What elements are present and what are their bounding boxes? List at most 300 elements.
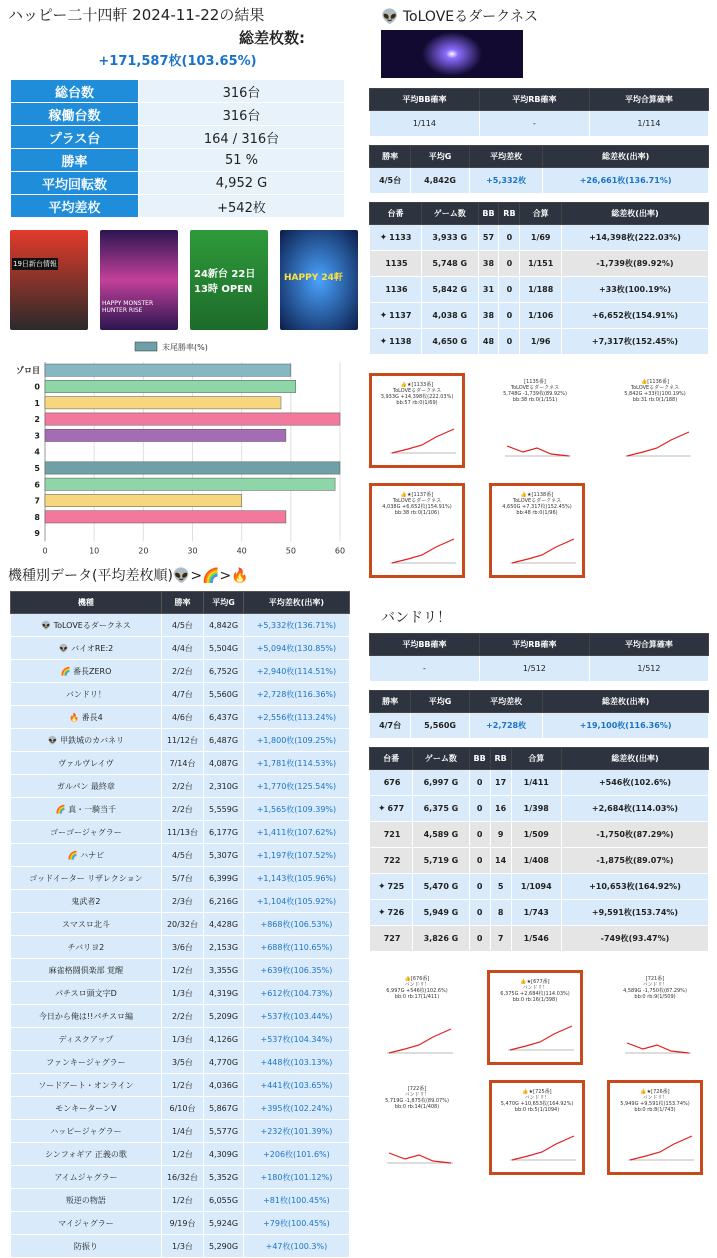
table-row <box>11 1212 350 1235</box>
graph-caption-line: 👍[1136番] <box>641 379 669 385</box>
cell-bb: 31 <box>478 277 499 303</box>
graph-series <box>389 1153 451 1163</box>
cell-diff: +9,591枚(153.74%) <box>561 900 708 926</box>
graph-card[interactable] <box>487 970 583 1065</box>
graph-card[interactable] <box>369 373 465 468</box>
cell-rb: 0 <box>499 303 520 329</box>
machine-number <box>370 822 413 848</box>
avg-games: 5,867G <box>204 1097 244 1120</box>
detail-header: ゲーム数 <box>422 203 479 225</box>
graph-caption-line: 👍★[725番] <box>522 1089 552 1095</box>
win-rate: 3/6台 <box>161 936 203 959</box>
graph-caption-line: バンドリ！ <box>642 1095 668 1101</box>
table-row <box>11 1051 350 1074</box>
machine-number <box>370 303 422 329</box>
x-tick-label: 30 <box>187 546 198 556</box>
avg-games: 6,216G <box>204 890 244 913</box>
win-rate: 4/6台 <box>161 706 203 729</box>
cell-g: 4,650 G <box>422 329 479 355</box>
avg-diff: +868枚(106.53%) <box>243 913 349 936</box>
table-row <box>11 867 350 890</box>
machine-number <box>370 926 413 952</box>
banner-happy-24[interactable]: HAPPY 24軒 <box>280 230 358 330</box>
avg-games: 6,399G <box>204 867 244 890</box>
avg-diff: +688枚(110.65%) <box>243 936 349 959</box>
detail-header: 合算 <box>520 203 562 225</box>
cell-g: 3,933 G <box>422 225 479 251</box>
bandori-summary-table <box>369 690 709 739</box>
x-tick-label: 10 <box>89 546 100 556</box>
y-tick-label: ゾロ目 <box>16 366 40 376</box>
graph-card[interactable] <box>607 970 703 1065</box>
graph-line <box>613 426 693 462</box>
table-row <box>11 706 350 729</box>
avg-games: 5,577G <box>204 1120 244 1143</box>
table-row <box>370 770 709 796</box>
table-row <box>370 900 709 926</box>
bar <box>45 380 296 392</box>
graph-caption-line: bb:31 rb:0(1/188) <box>632 397 678 403</box>
machine-name: スマスロ北斗 <box>11 913 162 936</box>
machine-number-label: 726 <box>387 907 405 917</box>
bar <box>45 494 242 506</box>
cell-bb: 48 <box>478 329 499 355</box>
banner-open-24[interactable]: 24新台 22日13時 OPEN <box>190 230 268 330</box>
avg-diff: +5,332枚(136.71%) <box>243 614 349 637</box>
machine-name: シンフォギア 正義の歌 <box>11 1143 162 1166</box>
graph-series <box>627 432 689 456</box>
avg-games: 6,437G <box>204 706 244 729</box>
machine-number-label: 721 <box>383 829 401 839</box>
graph-caption <box>492 486 582 516</box>
machine-list-title: 機種別データ(平均差枚順)👽>🌈>🔥 <box>8 568 249 584</box>
graph-card[interactable] <box>607 1080 703 1175</box>
summary-header: 総差枚(出率) <box>543 146 709 168</box>
table-row <box>11 1074 350 1097</box>
summary-value: +26,661枚(136.71%) <box>543 168 709 194</box>
avg-diff: +1,143枚(105.96%) <box>243 867 349 890</box>
cell-bb: 0 <box>469 770 490 796</box>
cell-sum: 1/408 <box>511 848 561 874</box>
graph-caption-line: [1135番] <box>524 379 546 385</box>
bar <box>45 413 340 425</box>
total-diff-label: 総差枚数: <box>239 29 305 47</box>
cell-rb: 8 <box>490 900 511 926</box>
cell-bb: 0 <box>469 874 490 900</box>
graph-caption-line: 5,842G +33枚(100.19%) <box>624 391 686 397</box>
table-row <box>11 1120 350 1143</box>
graph-caption-line: 👍★[677番] <box>520 979 550 985</box>
cell-rb: 16 <box>490 796 511 822</box>
detail-header: 総差枚(出率) <box>561 203 708 225</box>
bar <box>45 478 335 490</box>
cell-g: 4,038 G <box>422 303 479 329</box>
prob-value: 1/512 <box>479 656 589 682</box>
summary-value: 5,560G <box>411 713 470 739</box>
win-rate: 2/2台 <box>161 775 203 798</box>
graph-card[interactable] <box>607 373 703 468</box>
bar <box>45 511 286 523</box>
graph-caption-line: bb:0 rb:9(1/509) <box>634 994 676 1000</box>
machine-number-label: 722 <box>383 855 401 865</box>
graph-caption-line: 👍★[1133番] <box>400 382 434 388</box>
tolove-thumbnail <box>381 30 523 78</box>
detail-header: 合算 <box>511 748 561 770</box>
graph-card[interactable] <box>369 970 465 1065</box>
table-row <box>11 959 350 982</box>
machine-number-label: 1133 <box>389 232 412 242</box>
cell-rb: 0 <box>499 225 520 251</box>
sparkle-icon: ✦ <box>379 336 388 347</box>
cell-diff: +2,684枚(114.03%) <box>561 796 708 822</box>
graph-caption <box>490 973 580 1003</box>
graph-caption-line: バンドリ！ <box>524 1095 550 1101</box>
cell-rb: 5 <box>490 874 511 900</box>
y-tick-label: 6 <box>34 480 40 490</box>
machine-number <box>370 277 422 303</box>
table-row <box>11 1166 350 1189</box>
summary-header: 勝率 <box>370 691 411 713</box>
avg-diff: +395枚(102.24%) <box>243 1097 349 1120</box>
summary-value: +5,332枚 <box>469 168 542 194</box>
bandori-graphs <box>367 964 717 1164</box>
graph-caption <box>369 1080 465 1110</box>
table-row <box>370 796 709 822</box>
table-row <box>11 752 350 775</box>
avg-games: 3,355G <box>204 959 244 982</box>
total-diff-value: +171,587枚(103.65%) <box>98 54 257 69</box>
table-row <box>370 277 709 303</box>
detail-header: BB <box>469 748 490 770</box>
x-tick-label: 50 <box>285 546 296 556</box>
machine-name: 鬼武者2 <box>11 890 162 913</box>
graph-card[interactable] <box>369 1080 465 1175</box>
table-row <box>370 848 709 874</box>
table-row <box>11 775 350 798</box>
table-row <box>11 821 350 844</box>
summary-value: +542枚 <box>139 195 345 218</box>
table-row <box>11 1028 350 1051</box>
tolove-summary-table <box>369 145 709 194</box>
graph-caption-line: [721番] <box>645 976 665 982</box>
win-rate: 2/2台 <box>161 1005 203 1028</box>
cell-diff: +7,317枚(152.45%) <box>561 329 708 355</box>
table-row <box>11 844 350 867</box>
graph-caption-line: バンドリ！ <box>642 982 668 988</box>
win-rate: 4/4台 <box>161 637 203 660</box>
avg-games: 4,428G <box>204 913 244 936</box>
table-row <box>11 913 350 936</box>
table-row <box>11 1097 350 1120</box>
summary-value: +19,100枚(116.36%) <box>543 713 709 739</box>
graph-series <box>389 1029 451 1053</box>
machine-name: マイジャグラー <box>11 1212 162 1235</box>
graph-caption-line: ToLOVEるダークネス <box>392 388 442 394</box>
graph-caption-line: 👍★[1137番] <box>400 492 434 498</box>
cell-bb: 0 <box>469 796 490 822</box>
y-tick-label: 7 <box>34 496 40 506</box>
win-rate: 1/2台 <box>161 1143 203 1166</box>
graph-card[interactable] <box>369 483 465 578</box>
win-rate: 1/2台 <box>161 1189 203 1212</box>
detail-header: 台番 <box>370 203 422 225</box>
machine-name: バンドリ！ <box>11 683 162 706</box>
avg-games: 5,924G <box>204 1212 244 1235</box>
summary-value: 164 / 316台 <box>139 126 345 149</box>
table-row <box>370 303 709 329</box>
graph-line <box>375 1023 455 1059</box>
machine-name: モンキーターンV <box>11 1097 162 1120</box>
detail-header: ゲーム数 <box>413 748 470 770</box>
cell-rb: 0 <box>499 329 520 355</box>
avg-diff: +1,565枚(109.39%) <box>243 798 349 821</box>
machine-number <box>370 225 422 251</box>
graph-caption-line: 👍★[1138番] <box>520 492 554 498</box>
graph-caption-line: bb:0 rb:17(1/411) <box>394 994 440 1000</box>
graph-card[interactable] <box>487 373 583 468</box>
cell-diff: +6,652枚(154.91%) <box>561 303 708 329</box>
sparkle-icon: ✦ <box>377 803 386 814</box>
cell-g: 5,719 G <box>413 848 470 874</box>
prob-header: 平均合算確率 <box>589 89 708 111</box>
graph-line <box>378 533 458 569</box>
avg-diff: +206枚(101.6%) <box>243 1143 349 1166</box>
machine-name: ゴッドイーター リザレクション <box>11 867 162 890</box>
sparkle-icon: ✦ <box>377 907 386 918</box>
banner-monster-hunter[interactable]: HAPPY MONSTER HUNTER RISE <box>100 230 178 330</box>
win-rate: 1/2台 <box>161 1074 203 1097</box>
avg-diff: +79枚(100.45%) <box>243 1212 349 1235</box>
graph-series <box>512 1136 574 1160</box>
win-rate: 2/3台 <box>161 890 203 913</box>
cell-g: 6,375 G <box>413 796 470 822</box>
bandori-title: バンドリ！ <box>381 610 451 626</box>
y-tick-label: 4 <box>34 447 40 457</box>
cell-diff: +33枚(100.19%) <box>561 277 708 303</box>
table-row <box>11 1189 350 1212</box>
graph-caption-line: bb:0 rb:14(1/408) <box>394 1104 440 1110</box>
graph-caption-line: bb:0 rb:16(1/398) <box>512 997 558 1003</box>
summary-header: 総差枚(出率) <box>543 691 709 713</box>
cell-g: 6,997 G <box>413 770 470 796</box>
cell-bb: 57 <box>478 225 499 251</box>
machine-name: 麻雀格闘倶楽部 覚醒 <box>11 959 162 982</box>
list-header: 平均G <box>204 592 244 614</box>
avg-diff: +537枚(103.44%) <box>243 1005 349 1028</box>
prob-header: 平均BB確率 <box>370 89 480 111</box>
avg-diff: +639枚(106.35%) <box>243 959 349 982</box>
graph-caption-line: bb:0 rb:8(1/743) <box>634 1107 676 1113</box>
machine-name: ヴァルヴレイヴ <box>11 752 162 775</box>
cell-diff: +10,653枚(164.92%) <box>561 874 708 900</box>
graph-line <box>613 1023 693 1059</box>
machine-name: 👽 甲鉄城のカバネリ <box>11 729 162 752</box>
win-rate: 2/2台 <box>161 660 203 683</box>
graph-caption-line: 4,038G +6,652枚(154.91%) <box>382 504 452 510</box>
detail-header: BB <box>478 203 499 225</box>
machine-name: 🔥 番長4 <box>11 706 162 729</box>
summary-header: 平均G <box>411 146 470 168</box>
graph-card[interactable] <box>489 483 585 578</box>
summary-key: 平均回転数 <box>11 172 139 195</box>
table-row <box>11 936 350 959</box>
summary-header: 平均差枚 <box>469 146 542 168</box>
prob-header: 平均合算確率 <box>589 634 708 656</box>
avg-games: 4,319G <box>204 982 244 1005</box>
summary-key: 稼働台数 <box>11 103 139 126</box>
summary-key: 勝率 <box>11 149 139 172</box>
x-tick-label: 0 <box>42 546 48 556</box>
avg-games: 5,290G <box>204 1235 244 1258</box>
avg-games: 4,842G <box>204 614 244 637</box>
bar <box>45 462 340 474</box>
cell-bb: 0 <box>469 900 490 926</box>
graph-caption-line: 6,997G +546枚(102.6%) <box>386 988 448 994</box>
right-column <box>367 0 717 1164</box>
graph-caption-line: ToLOVEるダークネス <box>392 498 442 504</box>
machine-number-label: 1135 <box>385 258 408 268</box>
machine-name: 👽 バイオRE:2 <box>11 637 162 660</box>
graph-caption <box>607 373 703 403</box>
prob-header: 平均RB確率 <box>479 89 589 111</box>
avg-games: 5,504G <box>204 637 244 660</box>
machine-number <box>370 796 413 822</box>
table-row <box>11 1005 350 1028</box>
summary-row <box>11 103 345 126</box>
cell-rb: 0 <box>499 251 520 277</box>
win-rate: 1/3台 <box>161 982 203 1005</box>
graph-series <box>627 1043 689 1053</box>
avg-diff: +47枚(100.3%) <box>243 1235 349 1258</box>
machine-number <box>370 329 422 355</box>
cell-sum: 1/151 <box>520 251 562 277</box>
cell-sum: 1/69 <box>520 225 562 251</box>
avg-diff: +81枚(100.45%) <box>243 1189 349 1212</box>
tail-winrate-chart <box>0 336 355 561</box>
avg-games: 2,310G <box>204 775 244 798</box>
machine-name: パチスロ頭文字D <box>11 982 162 1005</box>
avg-diff: +1,197枚(107.52%) <box>243 844 349 867</box>
summary-value: 4/5台 <box>370 168 411 194</box>
table-row <box>11 982 350 1005</box>
cell-sum: 1/106 <box>520 303 562 329</box>
cell-sum: 1/1094 <box>511 874 561 900</box>
avg-diff: +1,770枚(125.54%) <box>243 775 349 798</box>
avg-games: 5,209G <box>204 1005 244 1028</box>
y-tick-label: 8 <box>34 512 40 522</box>
tolove-prob-table <box>369 88 709 137</box>
machine-name: アイムジャグラー <box>11 1166 162 1189</box>
graph-series <box>630 1136 692 1160</box>
avg-games: 4,309G <box>204 1143 244 1166</box>
machine-name: 🌈 真・一騎当千 <box>11 798 162 821</box>
cell-rb: 14 <box>490 848 511 874</box>
machine-number <box>370 900 413 926</box>
cell-g: 5,748 G <box>422 251 479 277</box>
cell-sum: 1/96 <box>520 329 562 355</box>
machine-name: 叛逆の物語 <box>11 1189 162 1212</box>
cell-g: 3,826 G <box>413 926 470 952</box>
table-row <box>11 890 350 913</box>
graph-caption-line: 👍★[726番] <box>640 1089 670 1095</box>
avg-diff: +537枚(104.34%) <box>243 1028 349 1051</box>
cell-sum: 1/188 <box>520 277 562 303</box>
summary-header: 勝率 <box>370 146 411 168</box>
graph-line <box>496 1020 576 1056</box>
win-rate: 20/32台 <box>161 913 203 936</box>
graph-caption <box>372 376 462 406</box>
graph-caption-line: bb:48 rb:0(1/96) <box>516 510 558 516</box>
graph-caption-line: バンドリ！ <box>522 985 548 991</box>
summary-value: 51 % <box>139 149 345 172</box>
graph-caption-line: 3,933G +14,398枚(222.03%) <box>380 394 454 400</box>
win-rate: 1/2台 <box>161 959 203 982</box>
summary-header: 平均G <box>411 691 470 713</box>
prob-value: 1/512 <box>589 656 708 682</box>
win-rate: 1/3台 <box>161 1235 203 1258</box>
summary-value: +2,728枚 <box>469 713 542 739</box>
win-rate: 5/7台 <box>161 867 203 890</box>
machine-number <box>370 770 413 796</box>
prob-value: 1/114 <box>370 111 480 137</box>
avg-diff: +448枚(103.13%) <box>243 1051 349 1074</box>
prob-value: - <box>479 111 589 137</box>
machine-name: チバリヨ2 <box>11 936 162 959</box>
win-rate: 4/5台 <box>161 844 203 867</box>
table-row <box>11 660 350 683</box>
cell-bb: 38 <box>478 303 499 329</box>
tolove-graphs <box>367 367 717 597</box>
summary-value: 316台 <box>139 80 345 103</box>
avg-diff: +5,094枚(130.85%) <box>243 637 349 660</box>
table-row <box>370 926 709 952</box>
list-header: 平均差枚(出率) <box>243 592 349 614</box>
machine-number-label: 1138 <box>389 336 412 346</box>
avg-diff: +2,940枚(114.51%) <box>243 660 349 683</box>
machine-name: 防振り <box>11 1235 162 1258</box>
summary-header: 平均差枚 <box>469 691 542 713</box>
cell-rb: 17 <box>490 770 511 796</box>
x-tick-label: 20 <box>138 546 149 556</box>
cell-sum: 1/743 <box>511 900 561 926</box>
legend-label: 末尾勝率(%) <box>162 343 208 352</box>
avg-diff: +180枚(101.12%) <box>243 1166 349 1189</box>
bandori-detail-table <box>369 747 709 952</box>
graph-line <box>378 423 458 459</box>
detail-header: 台番 <box>370 748 413 770</box>
cell-g: 4,589 G <box>413 822 470 848</box>
table-row <box>11 1235 350 1258</box>
graph-series <box>512 539 574 563</box>
table-row <box>370 251 709 277</box>
avg-diff: +1,411枚(107.62%) <box>243 821 349 844</box>
cell-rb: 7 <box>490 926 511 952</box>
win-rate: 9/19台 <box>161 1212 203 1235</box>
graph-card[interactable] <box>489 1080 585 1175</box>
win-rate: 6/10台 <box>161 1097 203 1120</box>
banner-new-machines[interactable]: 19日新台情報 <box>10 230 88 330</box>
prob-value: 1/114 <box>589 111 708 137</box>
avg-games: 6,055G <box>204 1189 244 1212</box>
detail-header: RB <box>490 748 511 770</box>
bar <box>45 429 286 441</box>
banner-strip <box>10 230 355 330</box>
graph-caption <box>487 373 583 403</box>
machine-number-label: 727 <box>383 933 401 943</box>
bar <box>45 364 291 376</box>
avg-games: 5,352G <box>204 1166 244 1189</box>
machine-name: ソードアート・オンライン <box>11 1074 162 1097</box>
